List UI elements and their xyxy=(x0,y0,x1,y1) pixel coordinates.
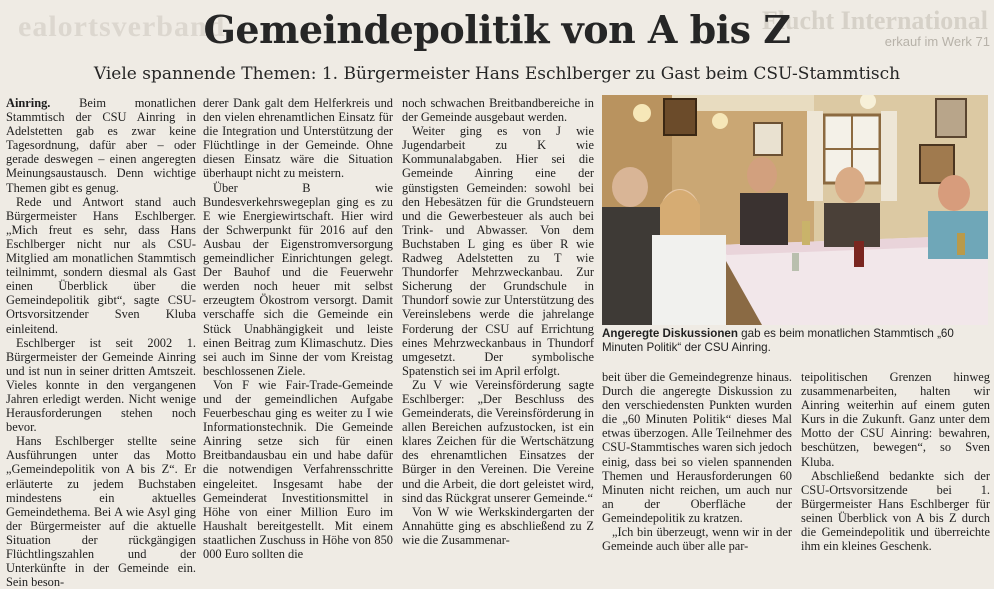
paragraph: derer Dank galt dem Helferkreis und den vielen ehrenamtlichen Einsatz für die Integration und Unterstützung der Flüchtlinge in der Gemeinde. Ohne diesen Einsatz wäre die Situation überhaupt nicht zu meistern. xyxy=(203,96,393,181)
paragraph: Zu V wie Vereinsförderung sagte Eschlberger: „Der Beschluss des Gemeinderats, die Vereinsförderung in allen Bereichen aufzustocken, ist ein klares Zeichen für die Wertschätzung des ehrenamtlichen Einsatzes der Bürger in den Vereinen. Die Vereine und die Arbeit, die dort geleistet wird, sind das Rückgrat unserer Gemeinde.“ xyxy=(402,377,594,505)
paragraph: Abschließend bedankte sich der CSU-Ortsvorsitzende bei 1. Bürgermeister Hans Eschlberger für seinen Überblick von A bis Z durch die Gemeindepolitik und überreichte ihm ein kleines Geschenk. xyxy=(801,468,990,554)
paragraph xyxy=(6,96,196,195)
article-column-3 xyxy=(402,96,594,547)
paragraph: teipolitischen Grenzen hinweg zusammenarbeiten, halten wir Ainring weiterhin auf einem guten Kurs in die Zukunft. Ganz unter dem Motto der CSU Ainring: bewahren, beschützen, bewegen“, so Sven Kluba. xyxy=(801,370,990,469)
article-column-2 xyxy=(203,96,393,561)
article-column-1 xyxy=(6,96,196,589)
paragraph: Hans Eschlberger stellte seine Ausführungen unter das Motto „Gemeindepolitik von A bis Z“. Er erläuterte zu jedem Buchstaben mindestens ein aktuelles Gemeindethema. Bei A wie Asyl ging der Bürgermeister auf die aktuelle Situation der rückgängigen Flüchtlingszahlen und der Unterkünfte in der Gemeinde ein. Sein beson- xyxy=(6,434,196,589)
paragraph: Weiter ging es von J wie Jugendarbeit zu K wie Kommunalabgaben. Hier sei die Gemeinde Ainring eine der günstigsten Gemeinden: sowohl bei den Hebesätzen für die Grundsteuern und die Gewerbesteuer als auch bei Trink- und Abwasser. Von dem Buchstaben L ging es über R wie Radweg Adelstetten zu T wie Thundorfer Mehrzweckanbau. Zur Sicherung der Grundschule in Thundorf sowie zur Unterstützung des Vereinslebens werde die jahrelange Forderung der CSU auf Errichtung eines Mehrzweckanbaus in Thundorf umgesetzt. Der symbolische Spatenstich sei im April erfolgt. xyxy=(402,124,594,378)
article-column-5 xyxy=(801,370,990,553)
paragraph: noch schwachen Breitbandbereiche in der Gemeinde ausgebaut werden. xyxy=(402,96,594,125)
paragraph: Von F wie Fair-Trade-Gemeinde und der gemeindlichen Aufgabe Feuerbeschau ging es weiter zu I wie Informationstechnik. Die Gemeinde Ainring setze sich für einen Breitbandausbau ein und habe dafür die notwendigen Verfahrensschritte eingeleitet. Insgesamt habe der Gemeinderat Investitionsmittel in Höhe von einer Million Euro im Haushalt bereitgestellt. Mit einem staatlichen Zuschuss in Höhe von 850 000 Euro sollten die xyxy=(203,377,393,561)
paragraph: „Ich bin überzeugt, wenn wir in der Gemeinde auch über alle par- xyxy=(602,525,792,554)
caption-text: gab es beim monatlichen Stammtisch „60 Minuten Politik“ der CSU Ainring. xyxy=(602,327,954,354)
caption-lead: Angeregte Diskussionen xyxy=(602,327,738,340)
adjacent-article-title-right: Flucht International xyxy=(761,6,988,35)
adjacent-article-snippet-right: erkauf im Werk 71 xyxy=(884,34,990,49)
dateline: Ainring. xyxy=(6,96,51,110)
paragraph: Von W wie Werkskindergarten der Annahütte ging es abschließend zu Z wie die Zusammenar- xyxy=(402,504,594,547)
adjacent-article-title-left: ealortsverband xyxy=(18,10,226,43)
paragraph-text: Beim monatlichen Stammtisch der CSU Ainring in Adelstetten gab es zwar keine Tagesordnung, dafür aber – oder gerade deswegen – einen angeregten Meinungsaustausch. Denn wichtige Themen gibt es genug. xyxy=(6,96,196,195)
article-headline: Gemeindepolitik von A bis Z xyxy=(203,7,791,52)
paragraph: Über B wie Bundesverkehrswegeplan ging es zu E wie Energiewirtschaft. Hier wird der Schwerpunkt für 2016 auf den Ausbau der Eigenstromversorgung gemeindlicher Einrichtungen gelegt. Der Bauhof und die Feuerwehr werden noch heuer mit selbst erzeugtem Ökostrom versorgt. Damit verschaffe sich die Gemeinde ein Stück Unabhängigkeit und leiste einen Beitrag zum Klimaschutz. Dies sei auch im Sinne der vom Kreistag beschlossenen Ziele. xyxy=(203,180,393,378)
article-photo xyxy=(602,95,988,325)
photo-caption xyxy=(602,327,988,355)
article-column-4 xyxy=(602,370,792,553)
paragraph: Eschlberger ist seit 2002 1. Bürgermeister der Gemeinde Ainring und ist nun in seiner dritten Amtszeit. Vieles konnte in den vergangenen Jahren erledigt werden. Nicht wenige Herausforderungen stehen noch bevor. xyxy=(6,335,196,435)
paragraph: Rede und Antwort stand auch Bürgermeister Hans Eschlberger. „Mich freut es sehr, dass Hans Eschlberger nicht nur als CSU-Mitglied am monatlichen Stammtisch teilnimmt, sondern diesmal als Gast einen Überblick über die Gemeindepolitik gibt“, sagte CSU-Ortsvorsitzender Sven Kluba einleitend. xyxy=(6,194,196,336)
article-subheadline: Viele spannende Themen: 1. Bürgermeister Hans Eschlberger zu Gast beim CSU-Stammtisch xyxy=(93,64,901,84)
paragraph: beit über die Gemeindegrenze hinaus. Durch die angeregte Diskussion zu den verschiedensten Punkten wurden die „60 Minuten Politik“ dieses Mal etwas überzogen. Alle Teilnehmer des CSU-Stammtisches waren sich jedoch einig, dass bei so vielen spannenden Themen und Herausforderungen 60 Minuten nicht reichen, um auch nur an der Oberfläche der Gemeindepolitik zu kratzen. xyxy=(602,370,792,525)
stammtisch-photo-illustration xyxy=(602,95,988,325)
